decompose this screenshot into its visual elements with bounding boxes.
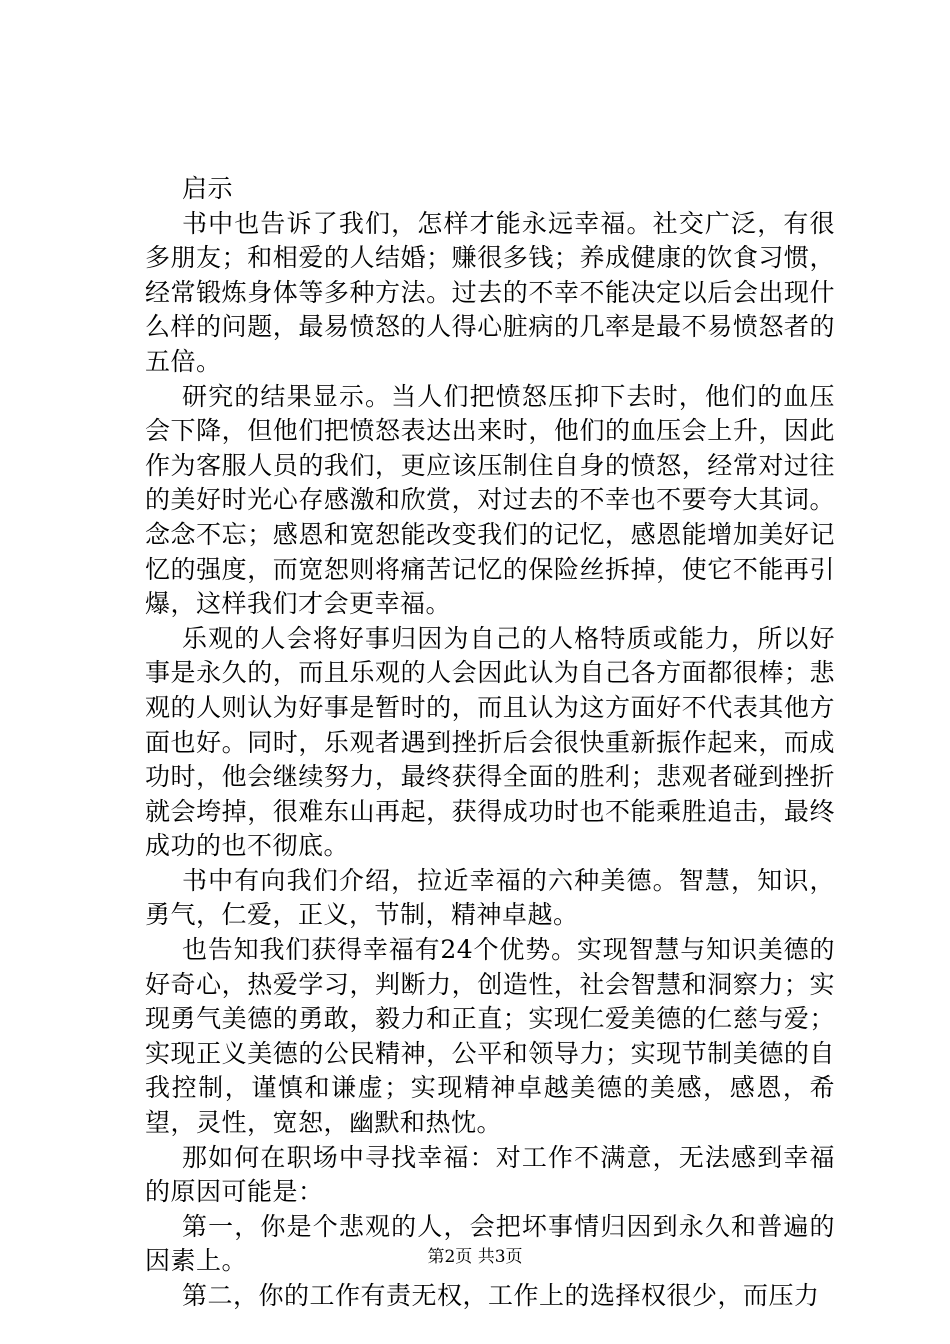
paragraph: 书中有向我们介绍，拉近幸福的六种美德。智慧，知识，勇气，仁爱，正义，节制，精神卓越。 [145, 865, 835, 930]
document-body [145, 172, 835, 1314]
paragraph: 也告知我们获得幸福有24个优势。实现智慧与知识美德的好奇心，热爱学习，判断力，创造性，社会智慧和洞察力；实现勇气美德的勇敢，毅力和正直；实现仁爱美德的仁慈与爱；实现正义美德的公民精神，公平和领导力；实现节制美德的自我控制，谨慎和谦虚；实现精神卓越美德的美感，感恩，希望，灵性，宽恕，幽默和热忱。 [145, 935, 835, 1138]
paragraph: 第二，你的工作有责无权，工作上的选择权很少，而压力 [182, 1281, 820, 1310]
paragraph: 书中也告诉了我们，怎样才能永远幸福。社交广泛，有很多朋友；和相爱的人结婚；赚很多钱；养成健康的饮食习惯，经常锻炼身体等多种方法。过去的不幸不能决定以后会出现什么样的问题，最易愤怒的人得心脏病的几率是最不易愤怒者的五倍。 [145, 208, 835, 376]
page-number-footer: 第2页 共3页 [427, 1247, 523, 1267]
paragraph: 第一，你是个悲观的人，会把坏事情归因到永久和普遍的因素上。 [145, 1211, 835, 1276]
paragraph: 乐观的人会将好事归因为自己的人格特质或能力，所以好事是永久的，而且乐观的人会因此认为自己各方面都很棒；悲观的人则认为好事是暂时的，而且认为这方面好不代表其他方面也好。同时，乐观者遇到挫折后会很快重新振作起来，而成功时，他会继续努力，最终获得全面的胜利；悲观者碰到挫折就会垮掉，很难东山再起，获得成功时也不能乘胜追击，最终成功的也不彻底。 [145, 623, 835, 861]
paragraph-heading: 启示 [182, 174, 234, 203]
paragraph: 那如何在职场中寻找幸福：对工作不满意，无法感到幸福的原因可能是： [145, 1142, 835, 1207]
paragraph: 研究的结果显示。当人们把愤怒压抑下去时，他们的血压会下降，但他们把愤怒表达出来时，他们的血压会上升，因此作为客服人员的我们，更应该压制住自身的愤怒，经常对过往的美好时光心存感激和欣赏，对过去的不幸也不要夸大其词。念念不忘；感恩和宽恕能改变我们的记忆，感恩能增加美好记忆的强度，而宽恕则将痛苦记忆的保险丝拆掉，使它不能再引爆，这样我们才会更幸福。 [145, 381, 835, 619]
